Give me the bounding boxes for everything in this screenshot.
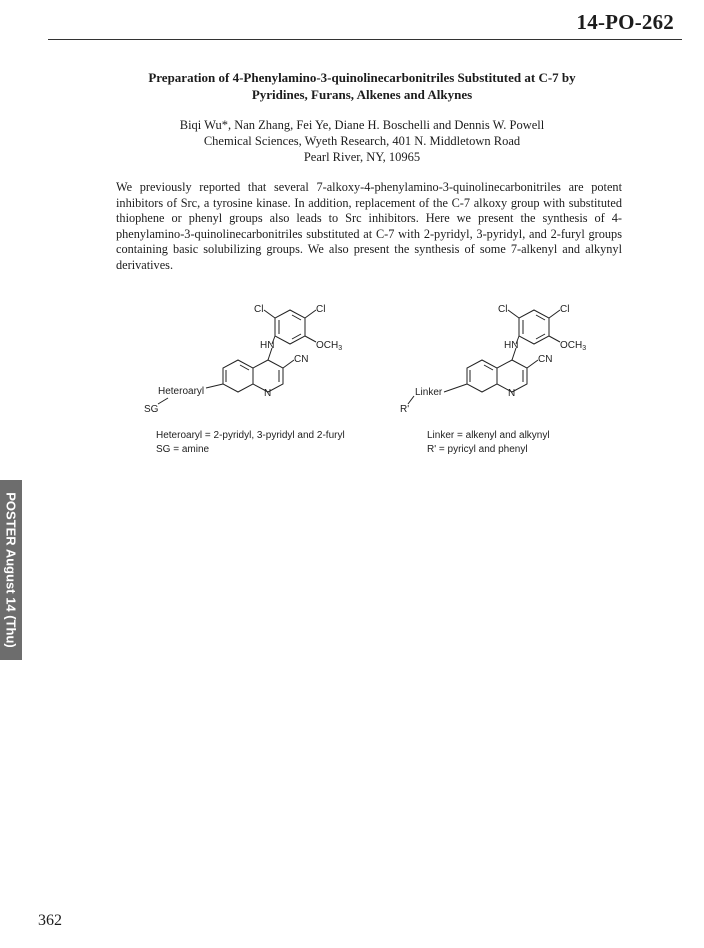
left-cl-2: Cl [316, 304, 326, 315]
right-linker-label: Linker [415, 387, 443, 398]
right-och3-sub: 3 [582, 345, 587, 352]
left-cl-1: Cl [254, 304, 264, 315]
left-n: N [264, 388, 272, 399]
right-och3-main: OCH [560, 340, 583, 351]
left-cn: CN [294, 354, 309, 365]
right-caption-line-2: R' = pyricyl and phenyl [427, 444, 528, 455]
left-structure-labels [144, 304, 342, 415]
left-heteroaryl-label: Heteroaryl [158, 386, 205, 397]
right-och3 [560, 340, 586, 352]
right-caption-line-1: Linker = alkenyl and alkynyl [427, 430, 550, 441]
right-hn: HN [504, 340, 519, 351]
abstract: We previously reported that several 7-alkoxy-4-phenylamino-3-quinolinecarbonitriles are potent inhibitors of Src, a tyrosine kinase. In addition, replacement of the C-7 alkoxy group with substituted thiophene or phenyl groups also leads to Src inhibitors. Here we present the synthesis of 4-phenylamino-3-quinolinecarbonitriles substituted at C-7 with 2-pyridyl, 3-pyridyl, and 2-furyl groups containing basic solubilizing groups. We also present the synthesis of some 7-alkenyl and alkynyl derivatives. [116, 180, 622, 272]
paper-title [60, 69, 664, 103]
page-number: 362 [38, 912, 62, 929]
author-block [60, 117, 664, 165]
poster-code: 14-PO-262 [576, 10, 674, 34]
left-caption-line-1: Heteroaryl = 2-pyridyl, 3-pyridyl and 2-furyl [156, 430, 345, 441]
right-cl-1: Cl [498, 304, 508, 315]
right-caption [427, 429, 550, 457]
header-rule [48, 39, 682, 40]
poster-date-tab-label: POSTER August 14 (Thu) [3, 492, 19, 648]
right-cn: CN [538, 354, 553, 365]
left-och3-main: OCH [316, 340, 339, 351]
left-caption-line-2: SG = amine [156, 444, 210, 455]
title-line-1: Preparation of 4-Phenylamino-3-quinolinecarbonitriles Substituted at C-7 by [148, 70, 576, 85]
left-och3 [316, 340, 342, 352]
right-r-label: R' [400, 404, 410, 415]
right-structure-labels [400, 304, 586, 415]
poster-date-tab [0, 480, 22, 660]
left-och3-sub: 3 [338, 345, 343, 352]
left-caption [156, 429, 345, 457]
title-line-2: Pyridines, Furans, Alkenes and Alkynes [251, 87, 473, 102]
location: Pearl River, NY, 10965 [303, 150, 421, 164]
left-hn: HN [260, 340, 275, 351]
affiliation: Chemical Sciences, Wyeth Research, 401 N. Middletown Road [203, 134, 521, 148]
left-sg-label: SG [144, 404, 159, 415]
right-n: N [508, 388, 516, 399]
authors: Biqi Wu*, Nan Zhang, Fei Ye, Diane H. Boschelli and Dennis W. Powell [179, 118, 545, 132]
right-cl-2: Cl [560, 304, 570, 315]
